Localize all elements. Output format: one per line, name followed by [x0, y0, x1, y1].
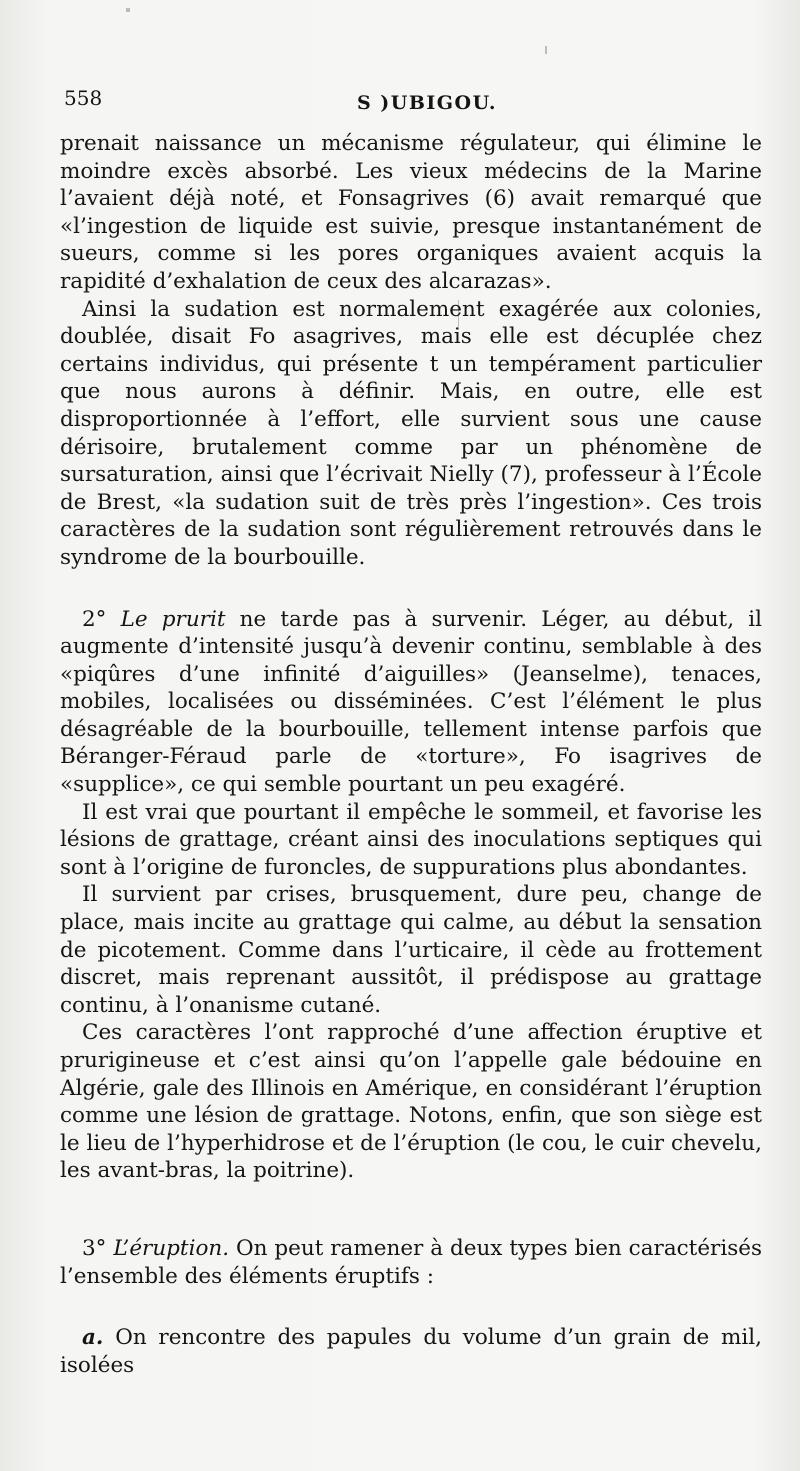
page-header	[62, 82, 752, 122]
page-number: 558	[64, 86, 103, 110]
paragraph-1: prenait naissance un mécanisme régulateur, qui élimine le moindre excès absorbé. Les vieux médecins de la Marine l’avaient déjà noté, et Fonsagrives (6) avait remarqué que «l’ingestion de liquide est suivie, presque instantanément de sueurs, comme si les pores organiques avaient acquis la rapidité d’exhalation de ceux des alcarazas».	[60, 131, 762, 294]
section-title: L’éruption.	[113, 1235, 230, 1261]
paragraph-5: Il survient par crises, brusquement, dure peu, change de place, mais incite au grattage qui calme, au début la sensation de picotement. Comme dans l’urticaire, il cède au frottement discret, mais reprenant aussitôt, il prédispose au grattage continu, à l’onanisme cutané.	[60, 882, 762, 1018]
section-number: 3°	[82, 1235, 107, 1261]
section-title: Le prurit	[120, 606, 226, 632]
paragraph-6: Ces caractères l’ont rapproché d’une affection éruptive et prurigineuse et c’est ainsi qu’on l’appelle gale bédouine en Algérie, gale des Illinois en Amérique, en considérant l’éruption comme une lésion de grattage. Notons, enfin, que son siège est le lieu de l’hyperhidrose et de l’éruption (le cou, le cuir chevelu, les avant-bras, la poitrine).	[60, 1020, 762, 1184]
paragraph-prurit	[60, 606, 762, 799]
running-head: S )UBIGOU.	[356, 92, 498, 114]
paragraph-4: Il est vrai que pourtant il empêche le sommeil, et favorise les lésions de grattage, créant ainsi des inoculations septiques qui sont à l’origine de furoncles, de suppurations plus abondantes.	[60, 799, 762, 880]
item-label: a.	[82, 1325, 104, 1351]
paragraph-text: ne tarde pas à survenir. Léger, au début, il augmente d’intensité jusqu’à devenir continu, semblable à des «piqûres d’une infinité d’aiguilles» (Jeanselme), tenaces, mobiles, localisées ou disséminées. C’est l’élément le plus désagréable de la bourbouille, tellement intense parfois que Béranger-Féraud parle de «torture», Fo isagrives de «supplice», ce qui semble pourtant un peu exagéré.	[60, 606, 762, 798]
paragraph-eruption	[60, 1235, 762, 1290]
paragraph-text: On peut ramener à deux types bien caractérisés l’ensemble des éléments éruptifs :	[60, 1235, 762, 1289]
paragraph-text: On rencontre des papules du volume d’un grain de mil, isolées	[60, 1325, 762, 1378]
page-body	[60, 130, 762, 1379]
ink-speck	[126, 8, 130, 12]
paragraph-2: Ainsi la sudation est normalement exagérée aux colonies, doublée, disait Fo asagrives, mais elle est décuplée chez certains individus, qui présente t un tempérament particulier que nous aurons à définir. Mais, en outre, elle est disproportionnée à l’effort, elle survient sous une cause dérisoire, brutalement comme par un phénomène de sursaturation, ainsi que l’écrivait Nielly (7), professeur à l’École de Brest, «la sudation suit de très près l’ingestion». Ces trois caractères de la sudation sont régulièrement retrouvés dans le syndrome de la bourbouille.	[60, 296, 762, 570]
section-number: 2°	[82, 606, 107, 632]
ink-speck	[545, 46, 547, 54]
paragraph-a	[60, 1324, 762, 1379]
